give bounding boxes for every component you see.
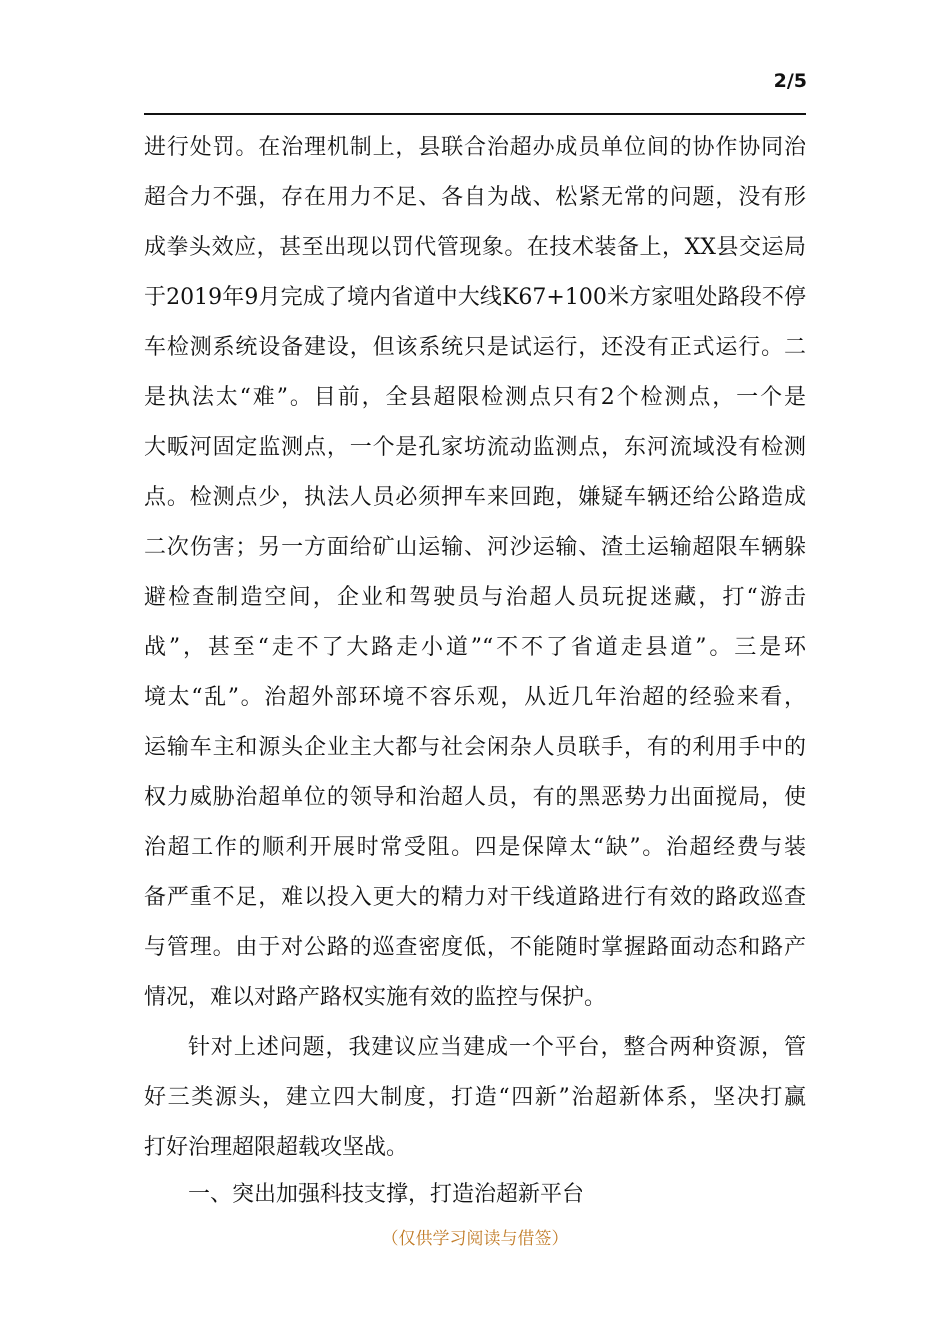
text-line: 运输车主和源头企业主大都与社会闲杂人员联手，有的利用手中的 [144,735,806,760]
text-line: 成拳头效应，甚至出现以罚代管现象。在技术装备上，XX县交运局 [144,235,806,260]
body-text [144,128,806,1178]
text-line: 点。检测点少，执法人员必须押车来回跑，嫌疑车辆还给公路造成 [144,485,806,510]
text-line: 二次伤害；另一方面给矿山运输、河沙运输、渣土运输超限车辆躲 [144,535,806,560]
text-line: 车检测系统设备建设，但该系统只是试运行，还没有正式运行。二 [144,335,806,360]
paragraph [144,1028,806,1178]
text-line: 情况，难以对路产路权实施有效的监控与保护。 [144,985,607,1010]
text-line: 是执法太“难”。目前，全县超限检测点只有2个检测点，一个是 [144,385,806,410]
text-line: 备严重不足，难以投入更大的精力对干线道路进行有效的路政巡查 [144,885,806,910]
text-line: 针对上述问题，我建议应当建成一个平台，整合两种资源，管 [188,1035,806,1060]
text-line: 治超工作的顺利开展时常受阻。四是保障太“缺”。治超经费与装 [144,835,806,860]
text-line: 避检查制造空间，企业和驾驶员与治超人员玩捉迷藏，打“游击 [144,585,806,610]
text-line: 进行处罚。在治理机制上，县联合治超办成员单位间的协作协同治 [144,135,806,160]
text-line: 战”，甚至“走不了大路走小道”“不不了省道走县道”。三是环 [144,635,806,660]
text-line: 权力威胁治超单位的领导和治超人员，有的黑恶势力出面搅局，使 [144,785,806,810]
text-line: 大畈河固定监测点，一个是孔家坊流动监测点，东河流域没有检测 [144,435,806,460]
text-line: 打好治理超限超载攻坚战。 [144,1135,409,1160]
text-line: 于2019年9月完成了境内省道中大线K67+100米方家咀处路段不停 [144,285,806,310]
text-line: 与管理。由于对公路的巡查密度低，不能随时掌握路面动态和路产 [144,935,806,960]
header-divider [144,113,806,115]
text-line: 好三类源头，建立四大制度，打造“四新”治超新体系，坚决打赢 [144,1085,806,1110]
text-line: 境太“乱”。治超外部环境不容乐观，从近几年治超的经验来看， [144,685,806,710]
text-line: 超合力不强，存在用力不足、各自为战、松紧无常的问题，没有形 [144,185,806,210]
footer-note: （仅供学习阅读与借签） [381,1229,569,1249]
paragraph [144,128,806,1028]
page-number: 2/5 [773,70,807,92]
section-heading: 一、突出加强科技支撑，打造治超新平台 [188,1182,585,1207]
